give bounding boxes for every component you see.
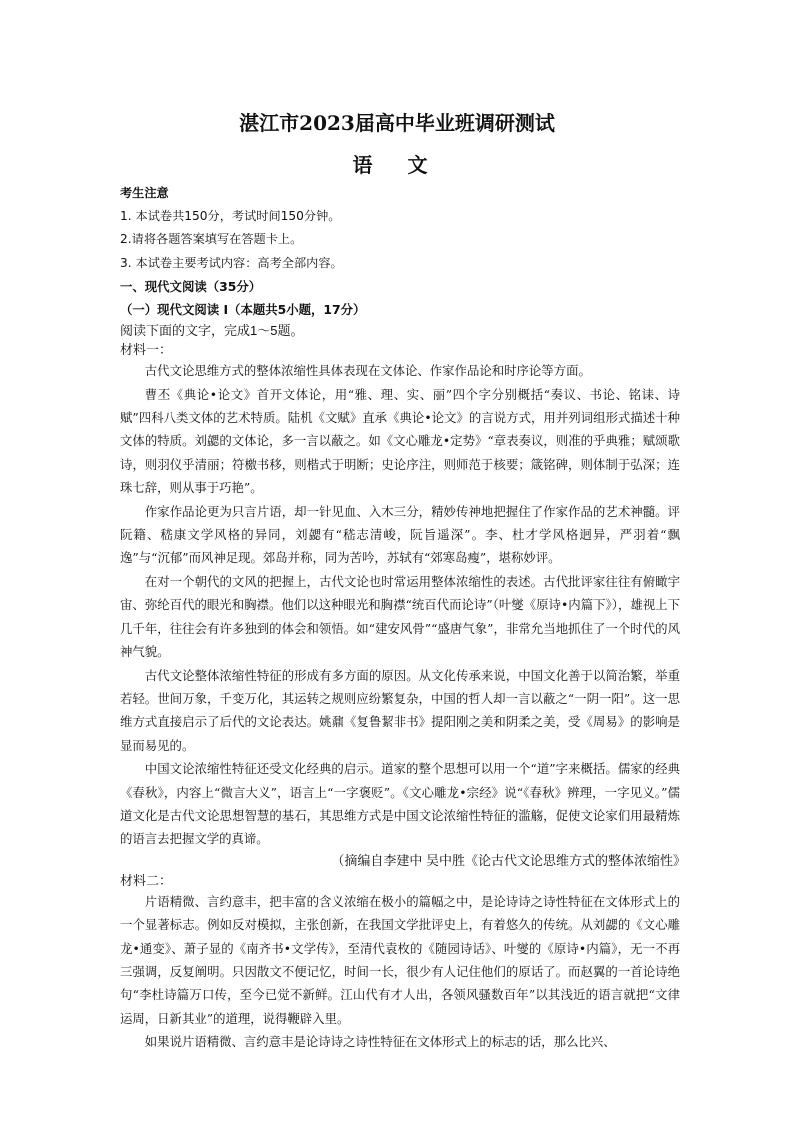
material-one-label: 材料一： xyxy=(120,342,173,358)
notice-item: 3. 本试卷主要考试内容：高考全部内容。 xyxy=(120,255,343,270)
material-two-paragraph: 如果说片语精微、言约意丰是论诗诗之诗性特征在文体形式上的标志的话，那么比兴、 xyxy=(144,1034,616,1050)
material-one-source: （摘编自李建中 吴中胜《论古代文论思维方式的整体浓缩性》 xyxy=(331,852,686,868)
notice-item: 1. 本试卷共150分，考试时间150分钟。 xyxy=(120,209,341,224)
material-one-paragraph: 在对一个朝代的文风的把握上，古代文论也时常运用整体浓缩性的表述。古代批评家往往有俯瞰宇宙、弥纶百代的眼光和胸襟。他们以这种眼光和胸襟“统百代而论诗”（叶燮《原诗•内篇下》），雄视上下几千年，往往会有许多独到的体会和领悟。如“建安风骨”“盛唐气象”，非常允当地抓住了一个时代的风神气貌。 xyxy=(120,573,680,660)
exam-title: 湛江市2023届高中毕业班调研测试 xyxy=(239,111,555,135)
exam-content xyxy=(120,182,686,1054)
material-one-paragraph: 中国文论浓缩性特征还受文化经典的启示。道家的整个思想可以用一个“道”字来概括。儒家的经典《春秋》，内容上“微言大义”，语言上“一字褒贬”。《文心雕龙•宗经》说“《春秋》辨理，一字见义。”儒道文化是古代文论思想智慧的基石，其思维方式是中国文论浓缩性特征的滥觞，促使文论家们用最精炼的语言去把握文学的真谛。 xyxy=(120,761,680,847)
material-two-label: 材料二： xyxy=(120,872,173,888)
notice-heading: 考生注意 xyxy=(120,186,169,200)
exam-subject: 语 文 xyxy=(352,153,442,177)
section-sub-heading: （一）现代文阅读 I（本题共5小题，17分） xyxy=(120,302,366,318)
reading-instruction: 阅读下面的文字，完成1～5题。 xyxy=(120,323,304,339)
material-one-paragraph: 曹丕《典论•论文》首开文体论，用“雅、理、实、丽”四个字分别概括“奏议、书论、铭诔、诗赋”四科八类文体的艺术特质。陆机《文赋》直承《典论•论文》的言说方式，用并列词组形式描述十种文体的特质。刘勰的文体论，多一言以蔽之。如《文心雕龙•定势》“章表奏议，则准的乎典雅；赋颂歌诗，则羽仪乎清丽；符檄书移，则楷式于明断；史论序注，则师范于核要；箴铭碑，则体制于弘深；连珠七辞，则从事于巧艳”。 xyxy=(120,386,680,496)
notice-item: 2.请将各题答案填写在答题卡上。 xyxy=(120,232,303,247)
section-heading: 一、现代文阅读（35分） xyxy=(120,278,262,294)
material-two-paragraph: 片语精微、言约意丰，把丰富的含义浓缩在极小的篇幅之中，是论诗诗之诗性特征在文体形式上的一个显著标志。例如反对模拟，主张创新，在我国文学批评史上，有着悠久的传统。从刘勰的《文心雕龙•通变》、萧子显的《南齐书•文学传》，至清代袁枚的《随园诗话》、叶燮的《原诗•内篇》，无一不再三强调，反复阐明。只因散文不便记忆，时间一长，很少有人记住他们的原话了。而赵翼的一首论诗绝句“李杜诗篇万口传，至今已觉不新鲜。江山代有才人出，各领风骚数百年”以其浅近的语言就把“文律运周，日新其业”的道理，说得鞭辟入里。 xyxy=(120,893,680,1026)
material-one-paragraph: 作家作品论更为只言片语，却一针见血、入木三分，精妙传神地把握住了作家作品的艺术神髓。评阮籍、嵇康文学风格的异同，刘勰有“嵇志清峻，阮旨遥深”。李、杜才学风格迥异，严羽着“飘逸”与“沉郁”而风神足现。郊岛并称，同为苦吟，苏轼有“郊寒岛瘦”，堪称妙评。 xyxy=(120,503,680,566)
material-one-paragraph: 古代文论思维方式的整体浓缩性具体表现在文体论、作家作品论和时序论等方面。 xyxy=(144,363,591,379)
material-one-paragraph: 古代文论整体浓缩性特征的形成有多方面的原因。从文化传承来说，中国文化善于以简治繁，举重若轻。世间万象，千变万化，其运转之规则应纷繁复杂，中国的哲人却一言以蔽之“一阴一阳”。这一思维方式直接启示了后代的文论表达。姚鼐《复鲁絜非书》提阳刚之美和阴柔之美，受《周易》的影响是显而易见的。 xyxy=(120,667,680,753)
